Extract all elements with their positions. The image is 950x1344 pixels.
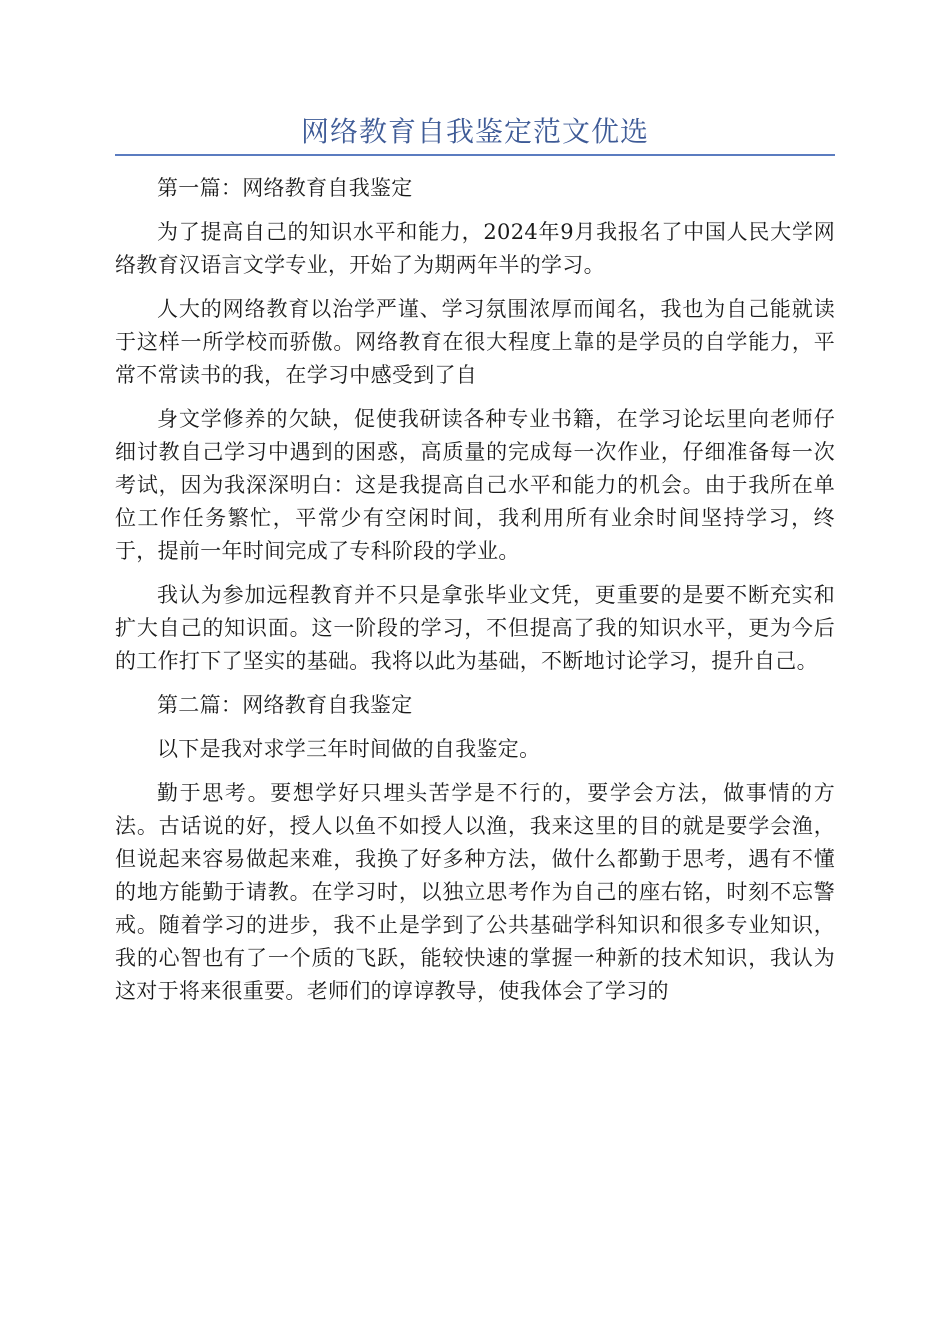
paragraph: 以下是我对求学三年时间做的自我鉴定。 bbox=[157, 737, 541, 761]
title-underline bbox=[115, 154, 835, 156]
paragraph: 身文学修养的欠缺，促使我研读各种专业书籍，在学习论坛里向老师仔细讨教自己学习中遇到的困惑，高质量的完成每一次作业，仔细准备每一次考试，因为我深深明白：这是我提高自己水平和能力的机会。由于我所在单位工作任务繁忙，平常少有空闲时间，我利用所有业余时间坚持学习，终于，提前一年时间完成了专科阶段的学业。 bbox=[115, 407, 835, 563]
paragraph: 人大的网络教育以治学严谨、学习氛围浓厚而闻名，我也为自己能就读于这样一所学校而骄傲。网络教育在很大程度上靠的是学员的自学能力，平常不常读书的我，在学习中感受到了自 bbox=[115, 297, 835, 387]
section-heading-1: 第一篇：网络教育自我鉴定 bbox=[157, 176, 413, 200]
paragraph: 为了提高自己的知识水平和能力，2024年9月我报名了中国人民大学网络教育汉语言文学专业，开始了为期两年半的学习。 bbox=[115, 220, 835, 277]
section-heading-2: 第二篇：网络教育自我鉴定 bbox=[157, 693, 413, 717]
document-body bbox=[115, 172, 835, 1019]
paragraph: 我认为参加远程教育并不只是拿张毕业文凭，更重要的是要不断充实和扩大自己的知识面。这一阶段的学习，不但提高了我的知识水平，更为今后的工作打下了坚实的基础。我将以此为基础，不断地讨论学习，提升自己。 bbox=[115, 583, 835, 673]
page-title: 网络教育自我鉴定范文优选 bbox=[300, 115, 649, 148]
paragraph: 勤于思考。要想学好只埋头苦学是不行的，要学会方法，做事情的方法。古话说的好，授人以鱼不如授人以渔，我来这里的目的就是要学会渔，但说起来容易做起来难，我换了好多种方法，做什么都勤于思考，遇有不懂的地方能勤于请教。在学习时，以独立思考作为自己的座右铭，时刻不忘警戒。随着学习的进步，我不止是学到了公共基础学科知识和很多专业知识，我的心智也有了一个质的飞跃，能较快速的掌握一种新的技术知识，我认为这对于将来很重要。老师们的谆谆教导，使我体会了学习的 bbox=[115, 781, 835, 1003]
